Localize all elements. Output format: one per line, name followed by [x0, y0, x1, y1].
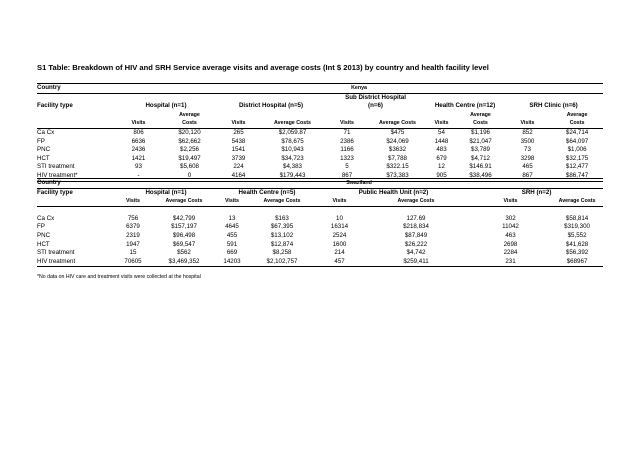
facility-type-label: Facility type	[37, 102, 73, 110]
kenya-country-row	[37, 84, 603, 94]
table-cell: $146.91	[469, 163, 492, 171]
subheader-visits: Visits	[115, 119, 162, 128]
table-cell: $73,383	[369, 172, 426, 181]
table-cell: Ca Cx	[37, 128, 55, 136]
subheader-average-costs: Average Costs	[551, 197, 603, 206]
table-cell: 2319	[126, 231, 140, 239]
facility-type-label: Facility type	[37, 188, 73, 196]
table-cell: 1323	[340, 154, 354, 162]
table-cell: 483	[436, 146, 447, 154]
table-cell: 11042	[502, 223, 519, 231]
table-cell: $24,069	[386, 137, 409, 145]
table-cell: FP	[37, 137, 45, 145]
table-cell: $2,059.87	[278, 128, 307, 136]
table-cell: $4,383	[283, 163, 302, 171]
kenya-facility-row-1	[37, 93, 603, 102]
table-cell: 867	[325, 172, 369, 181]
table-row	[37, 146, 603, 155]
swaziland-table	[37, 178, 603, 267]
subheader-visits: Visits	[470, 197, 551, 206]
table-cell: $69,547	[172, 240, 196, 248]
table-cell: $157,197	[171, 223, 197, 231]
table-cell: 3739	[231, 154, 246, 162]
table-cell: HIV treatment*	[37, 172, 115, 181]
table-cell: -	[115, 172, 162, 181]
table-cell: 1166	[340, 146, 354, 154]
table-cell: 54	[438, 128, 445, 136]
subheader-visits: Visits	[426, 119, 457, 128]
table-cell: $4,712	[471, 154, 490, 162]
table-row	[37, 223, 603, 232]
kenya-table	[37, 83, 603, 182]
table-cell: $78,675	[281, 137, 304, 145]
table-row	[37, 241, 603, 250]
subheader-visits: Visits	[504, 119, 551, 128]
table-cell: $12,874	[270, 240, 294, 248]
table-cell: 1947	[126, 240, 140, 248]
table-cell: HCT	[37, 154, 50, 162]
table-cell: 0	[162, 172, 217, 181]
table-row	[37, 258, 603, 267]
table-cell: 231	[470, 258, 551, 267]
table-cell: 2524	[332, 231, 347, 239]
table-cell: 224	[233, 163, 244, 171]
table-cell: HIV treatment	[37, 258, 115, 267]
table-cell: 463	[505, 231, 516, 239]
swaziland-subheader-row	[37, 197, 603, 206]
kenya-facility-row-2	[37, 102, 603, 111]
table-cell: $24,714	[565, 128, 589, 136]
subheader-average-costs: Average Costs	[362, 197, 470, 206]
table-cell: 1541	[231, 146, 246, 154]
table-cell: 14203	[217, 258, 247, 267]
table-cell: $32,175	[565, 154, 589, 162]
country-label: Country	[37, 179, 115, 189]
table-cell: 93	[135, 163, 142, 171]
table-cell: $64,097	[565, 137, 589, 145]
table-cell: $1,196	[471, 128, 490, 136]
table-cell: $58,814	[565, 214, 589, 222]
table-cell: $475	[390, 128, 405, 136]
table-cell: $163	[275, 214, 289, 222]
subheader-costs: Costs	[551, 119, 603, 128]
table-cell: $3,469,352	[151, 258, 217, 267]
table-cell: 1421	[131, 154, 146, 162]
table-cell: $13,102	[270, 231, 294, 239]
table-row	[37, 215, 603, 224]
subheader-average: Average	[566, 111, 588, 118]
facility-hospital: Hospital (n=1)	[145, 102, 187, 110]
table-cell: $562	[177, 249, 191, 257]
subheader-average-costs: Average Costs	[260, 119, 325, 128]
table-cell: 2386	[340, 137, 354, 145]
table-cell: $319,300	[564, 223, 590, 231]
table-cell: $41,628	[565, 240, 589, 248]
footnote: *No data on HIV care and treatment visits were collected at the hospital	[37, 274, 201, 280]
subheader-average: Average	[470, 111, 491, 118]
facility-srh: SRH (n=2)	[521, 188, 552, 196]
subheader-visits: Visits	[217, 119, 260, 128]
table-cell: 5438	[231, 137, 246, 145]
table-cell: $7,788	[388, 154, 407, 162]
table-cell: 806	[133, 128, 144, 136]
table-cell: 12	[438, 163, 445, 171]
country-name-kenya: Kenya	[115, 84, 603, 94]
table-cell: $218,834	[403, 223, 429, 231]
table-cell: 10	[336, 214, 343, 222]
table-cell: $322.15	[386, 163, 409, 171]
table-cell: 6379	[126, 223, 140, 231]
facility-health-centre: Health Centre (n=12)	[434, 102, 496, 110]
table-cell: $67,395	[270, 223, 294, 231]
subheader-average-costs: Average Costs	[151, 197, 217, 206]
table-cell: 457	[317, 258, 362, 267]
table-cell: PNC	[37, 231, 51, 239]
facility-district-hospital: District Hospital (n=5)	[238, 102, 304, 110]
table-cell: $21,047	[469, 137, 492, 145]
kenya-subheader-row-1	[37, 111, 603, 120]
facility-subdistrict-line2: (n=6)	[368, 102, 383, 110]
table-cell: 3500	[520, 137, 535, 145]
subheader-average: Average	[179, 111, 200, 118]
table-cell: 2698	[503, 240, 518, 248]
table-cell: $179,443	[260, 172, 325, 181]
table-cell: $20,120	[178, 128, 201, 136]
table-cell: 4164	[217, 172, 260, 181]
table-cell: 3298	[520, 154, 535, 162]
table-cell: 16314	[330, 223, 349, 231]
table-cell: $42,799	[172, 214, 196, 222]
table-cell: 2284	[503, 249, 518, 257]
table-cell: 455	[226, 231, 238, 239]
table-cell: 867	[504, 172, 551, 181]
table-cell: 465	[522, 163, 533, 171]
table-cell: $259,411	[362, 258, 470, 267]
table-cell: 73	[524, 146, 531, 154]
table-cell: $5,552	[567, 231, 587, 239]
subheader-visits: Visits	[317, 197, 362, 206]
table-cell: 905	[426, 172, 457, 181]
table-cell: 15	[129, 249, 137, 257]
table-cell: $3,789	[471, 146, 490, 154]
table-cell: 214	[334, 249, 345, 257]
table-cell: 13	[228, 214, 236, 222]
table-cell: $1,006	[567, 146, 587, 154]
table-cell: $26,222	[404, 240, 428, 248]
table-cell: 4645	[225, 223, 239, 231]
table-cell: $10,943	[281, 146, 304, 154]
table-cell: $12,477	[565, 163, 589, 171]
table-cell: 669	[226, 249, 238, 257]
table-cell: STI treatment	[37, 249, 75, 257]
facility-hospital: Hospital (n=1)	[145, 188, 187, 196]
facility-subdistrict-line1: Sub District Hospital	[345, 93, 406, 101]
subheader-average-costs: Average Costs	[247, 197, 317, 206]
table-row	[37, 232, 603, 241]
table-cell: 70605	[115, 258, 151, 267]
table-cell: $68967	[551, 258, 603, 267]
table-cell: PNC	[37, 146, 51, 154]
table-cell: $38,496	[457, 172, 504, 181]
subheader-average-costs: Average Costs	[369, 119, 426, 128]
table-cell: 2436	[131, 146, 146, 154]
facility-srh-clinic: SRH Clinic (n=6)	[529, 102, 578, 110]
subheader-visits: Visits	[115, 197, 151, 206]
table-cell: Ca Cx	[37, 214, 55, 222]
table-row	[37, 138, 603, 147]
table-cell: 6636	[131, 137, 146, 145]
swaziland-facility-row	[37, 188, 603, 197]
facility-public-health-unit: Public Health Unit (n=2)	[358, 188, 429, 196]
swaziland-country-row	[37, 179, 603, 189]
table-cell: FP	[37, 223, 45, 231]
kenya-subheader-row-2	[37, 119, 603, 128]
table-cell: $2,256	[180, 146, 199, 154]
subheader-visits: Visits	[325, 119, 369, 128]
table-cell: $62,662	[178, 137, 201, 145]
subheader-visits: Visits	[217, 197, 247, 206]
table-cell: 302	[505, 214, 516, 222]
table-cell: HCT	[37, 240, 50, 248]
table-cell: $4,742	[406, 249, 426, 257]
table-title: S1 Table: Breakdown of HIV and SRH Service average visits and average costs (Int $ 2013) by country and health facility level	[37, 63, 489, 72]
table-cell: $34,723	[281, 154, 304, 162]
table-cell: 5	[345, 163, 349, 171]
table-cell: 1448	[434, 137, 449, 145]
table-cell: $2,102,757	[247, 258, 317, 267]
subheader-costs: Costs	[162, 119, 217, 128]
table-cell: $86,747	[551, 172, 603, 181]
table-cell: $3632	[388, 146, 407, 154]
table-cell: $96,498	[172, 231, 196, 239]
table-cell: 679	[436, 154, 447, 162]
table-cell: 1600	[332, 240, 347, 248]
subheader-costs: Costs	[457, 119, 504, 128]
table-cell: STI treatment	[37, 163, 75, 171]
table-cell: $8,258	[272, 249, 292, 257]
table-row	[37, 249, 603, 258]
table-cell: $87,849	[404, 231, 428, 239]
country-name-swaziland: Swaziland	[115, 179, 603, 189]
table-row	[37, 128, 603, 137]
table-cell: 265	[233, 128, 244, 136]
table-cell: $56,392	[565, 249, 589, 257]
country-label: Country	[37, 84, 115, 94]
spacer-row	[37, 206, 603, 215]
table-cell: 127.69	[406, 214, 426, 222]
table-row	[37, 155, 603, 164]
table-cell: $19,497	[178, 154, 201, 162]
table-cell: 756	[127, 214, 139, 222]
facility-health-centre: Health Centre (n=5)	[238, 188, 296, 196]
table-cell: $5,608	[180, 163, 199, 171]
table-row	[37, 163, 603, 172]
table-cell: 71	[343, 128, 351, 136]
table-cell: 591	[226, 240, 238, 248]
table-cell: 852	[522, 128, 533, 136]
